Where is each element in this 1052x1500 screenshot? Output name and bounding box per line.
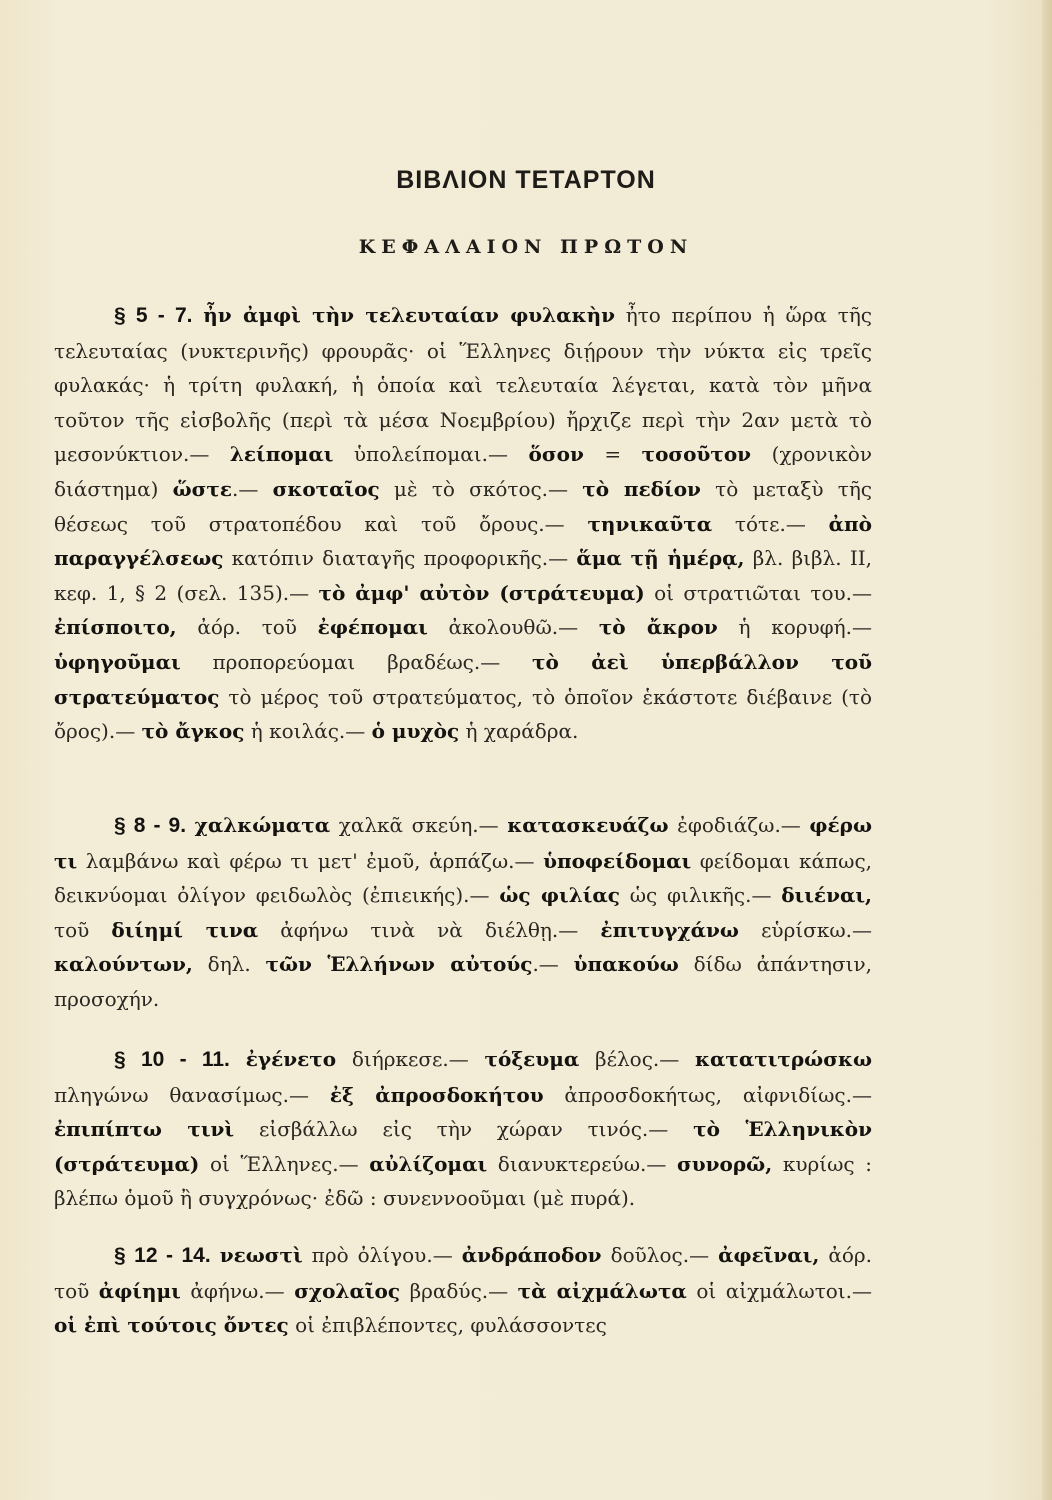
headword: τὸ ἄκρον <box>598 615 718 640</box>
gloss: ὡς φιλικῆς.— <box>619 883 782 908</box>
section-number: § 8 - 9. <box>114 814 187 837</box>
gloss: οἱ Ἕλληνες.— <box>199 1151 370 1176</box>
gloss: = <box>583 442 642 467</box>
headword: διιέναι, <box>781 883 872 908</box>
gloss: .— <box>232 476 273 501</box>
headword: κατατιτρώσκω <box>695 1047 872 1071</box>
gloss: βραδύς.— <box>400 1278 518 1303</box>
headword: φέρω τι <box>54 813 872 873</box>
headword: διίημί τινα <box>111 917 259 942</box>
gloss: ἀπροσδοκήτως, αἰφνιδίως.— <box>543 1082 872 1107</box>
headword: τῶν Ἑλλήνων αὐτούς <box>265 952 533 977</box>
section-number: § 5 - 7. <box>114 304 193 327</box>
gloss: τότε.— <box>712 511 829 536</box>
headword: τόξευμα <box>484 1047 580 1071</box>
gloss: οἱ ἐπιβλέποντες, φυλάσσοντες <box>288 1313 607 1338</box>
section-text <box>54 303 872 743</box>
headword: τὸ πεδίον <box>582 476 701 501</box>
headword: ὑποφείδομαι <box>543 848 692 873</box>
gloss: πληγώνω θανασίμως.— <box>54 1082 330 1107</box>
headword: καλούντων, <box>54 952 193 977</box>
headword: ὥστε <box>172 476 233 501</box>
headword: τὸ ἀμφ' αὐτὸν (στράτευμα) <box>318 580 645 605</box>
headword: αὐλίζομαι <box>369 1151 488 1176</box>
chapter-title: ΚΕΦΑΛΑΙΟΝ ΠΡΩΤΟΝ <box>358 236 694 258</box>
headword: συνορῶ, <box>677 1151 773 1176</box>
gloss: ἐφοδιάζω.— <box>668 813 810 837</box>
gloss: προπορεύομαι βραδέως.— <box>180 649 533 674</box>
headword: ἐφέπομαι <box>317 615 428 640</box>
page-edge <box>1042 0 1052 1500</box>
gloss: (χρονικὸν διάστημα) <box>54 442 872 501</box>
headword: ἐπίσποιτο, <box>54 615 177 640</box>
gloss: ἀφήνω.— <box>180 1278 295 1303</box>
gloss: βλ. βιβλ. ΙΙ, κεφ. 1, § 2 (σελ. 135).— <box>54 546 872 605</box>
gloss: λαμβάνω καὶ φέρω τι μετ' ἐμοῦ, ἁρπάζω.— <box>77 848 544 873</box>
gloss: μὲ τὸ σκότος.— <box>379 476 583 501</box>
headword: κατασκευάζω <box>507 813 669 837</box>
headword: χαλκώματα <box>194 813 331 837</box>
section-text <box>54 1047 872 1210</box>
gloss: κυρίως : βλέπω ὁμοῦ ἢ συγχρόνως· ἐδῶ : συνεννοοῦμαι (μὲ πυρά). <box>54 1151 872 1211</box>
gloss: ὑπολείπομαι.— <box>333 442 529 467</box>
headword: τὸ Ἑλληνικὸν (στράτευμα) <box>54 1117 872 1176</box>
headword: τὰ αἰχμάλωτα <box>517 1278 687 1303</box>
gloss: τὸ μέρος τοῦ στρατεύματος, τὸ ὁποῖον ἑκάστοτε διέβαινε (τὸ ὄρος).— <box>54 684 872 744</box>
section-12-14 <box>54 1238 872 1343</box>
gloss: εὑρίσκω.— <box>738 917 872 942</box>
gloss: .— <box>532 952 574 977</box>
headword: τοσοῦτον <box>641 442 752 467</box>
section-number: § 12 - 14. <box>114 1244 211 1267</box>
headword: οἱ ἐπὶ τούτοις ὄντες <box>54 1313 289 1338</box>
headword: τηνικαῦτα <box>587 511 713 536</box>
headword: ἐξ ἀπροσδοκήτου <box>329 1082 544 1107</box>
gloss: εἰσβάλλω εἰς τὴν χώραν τινός.— <box>234 1117 694 1142</box>
gloss: οἱ αἰχμάλωτοι.— <box>686 1278 872 1303</box>
headword: ἐπιπίπτω τινὶ <box>54 1117 235 1142</box>
gloss: δίδω ἀπάντησιν, προσοχήν. <box>54 952 872 1011</box>
section-5-7 <box>54 298 872 749</box>
gloss: ἦτο περίπου ἡ ὥρα τῆς τελευταίας (νυκτερινῆς) φρουρᾶς· οἱ Ἕλληνες διῄρουν τὴν νύκτα εἰς τρεῖς φυλακάς· ἡ τρίτη φυλακή, ἡ ὁποία καὶ τελευταία λέγεται, κατὰ τὸν μῆνα τοῦτον τῆς εἰσβολῆς (περὶ τὰ μέσα Νοεμβρίου) ἤρχιζε περὶ τὴν 2αν μετὰ τὸ μεσονύκτιον.— <box>54 303 872 467</box>
headword: σκοταῖος <box>272 476 380 501</box>
gloss: ἡ χαράδρα. <box>459 719 579 744</box>
headword: ἅμα τῇ ἡμέρᾳ, <box>576 546 745 571</box>
headword: ἐπιτυγχάνω <box>600 917 739 942</box>
headword: ἀφεῖναι, <box>718 1243 820 1267</box>
gloss: κατόπιν διαταγῆς προφορικῆς.— <box>223 546 577 571</box>
gloss: ἀφήνω τινὰ νὰ διέλθῃ.— <box>258 917 601 942</box>
gloss: τοῦ <box>54 917 112 942</box>
gloss: ἀόρ. τοῦ <box>54 1243 872 1303</box>
headword: ἀπὸ παραγγέλσεως <box>54 511 872 571</box>
section-number: § 10 - 11. <box>114 1048 230 1071</box>
gloss: βέλος.— <box>579 1047 696 1071</box>
headword: ὅσον <box>528 442 584 467</box>
gloss: δηλ. <box>192 952 266 977</box>
headword: λείπομαι <box>229 442 334 467</box>
section-8-9 <box>54 808 872 1017</box>
headword: ὁ μυχὸς <box>371 719 460 744</box>
gloss: διήρκεσε.— <box>336 1047 485 1071</box>
gloss: φείδομαι κάπως, δεικνύομαι ὀλίγον φειδωλὸς (ἐπιεικής).— <box>54 848 872 908</box>
headword: τὸ ἀεὶ ὑπερβάλλον τοῦ στρατεύματος <box>54 649 872 709</box>
headword: ἐγένετο <box>245 1047 337 1071</box>
gloss: διανυκτερεύω.— <box>487 1151 678 1176</box>
headword: ἦν ἀμφὶ τὴν τελευταίαν φυλακὴν <box>203 303 615 327</box>
section-text <box>54 813 872 1011</box>
gloss: οἱ στρατιῶται του.— <box>644 580 873 605</box>
gloss: ἀκολουθῶ.— <box>427 615 599 640</box>
headword: νεωστὶ <box>219 1243 303 1267</box>
gloss: ἡ κοιλάς.— <box>244 719 372 744</box>
gloss: πρὸ ὀλίγου.— <box>302 1243 462 1267</box>
headword: ὑπακούω <box>573 952 679 977</box>
headword: ἀφίημι <box>98 1278 181 1303</box>
headword: ἀνδράποδον <box>461 1243 602 1267</box>
section-10-11 <box>54 1042 872 1216</box>
gloss: ἀόρ. τοῦ <box>176 615 318 640</box>
book-title: ΒΙΒΛΙΟΝ ΤΕΤΑΡΤΟΝ <box>396 166 656 194</box>
headword: ὑφηγοῦμαι <box>54 649 181 674</box>
headword: σχολαῖος <box>294 1278 401 1303</box>
headword: ὡς φιλίας <box>499 883 620 908</box>
headword: τὸ ἄγκος <box>141 719 245 744</box>
gloss: χαλκᾶ σκεύη.— <box>330 813 508 837</box>
gloss: τὸ μεταξὺ τῆς θέσεως τοῦ στρατοπέδου καὶ τοῦ ὄρους.— <box>54 476 873 536</box>
gloss: ἡ κορυφή.— <box>717 615 872 640</box>
gloss: δοῦλος.— <box>601 1243 719 1267</box>
